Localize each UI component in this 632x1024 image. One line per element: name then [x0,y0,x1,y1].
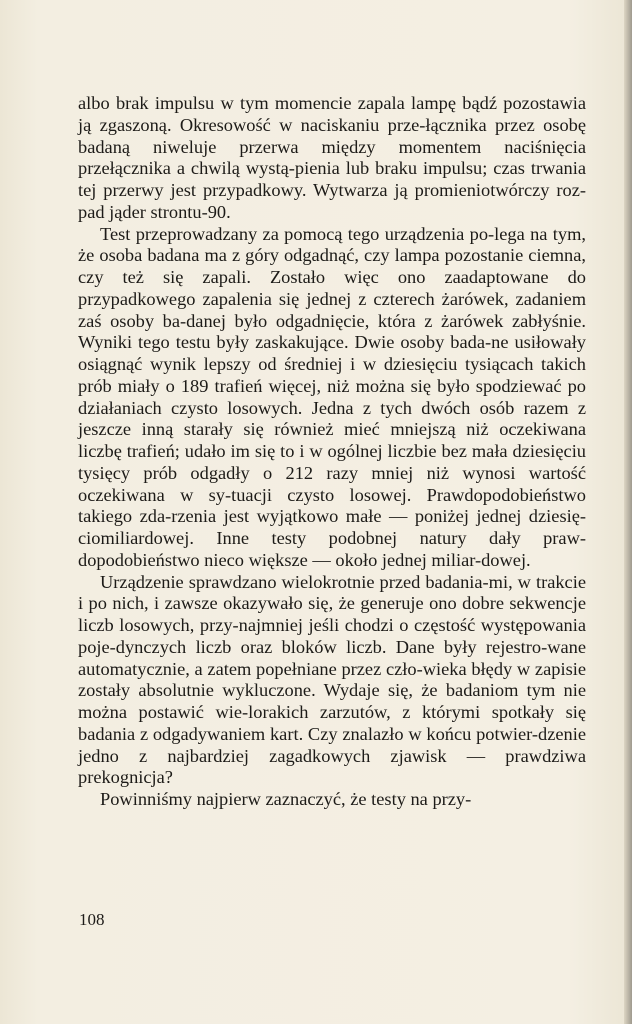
page-number: 108 [79,910,105,929]
paragraph-4: Powinniśmy najpierw zaznaczyć, że testy na przy- [100,789,472,809]
paragraph-1: albo brak impulsu w tym momencie zapala lampę bądź pozostawia ją zgaszoną. Okresowość w naciskaniu prze-łącznika przez osobę badaną niweluje przerwa między momentem naciśnięcia przełącznika a chwilą wystą-pienia lub braku impulsu; czas trwania tej przerwy jest przypadkowy. Wytwarza ją promieniotwórczy roz-pad jąder strontu-90. [78,93,586,222]
paragraph-2: Test przeprowadzany za pomocą tego urządzenia po-lega na tym, że osoba badana ma z góry odgadnąć, czy lampa pozostanie ciemna, czy też się zapali. Zostało więc ono zaadaptowane do przypadkowego zapalenia się jednej z czterech żarówek, zadaniem zaś osoby ba-danej było odgadnięcie, która z żarówek zabłyśnie. Wyniki tego testu były zaskakujące. Dwie osoby bada-ne usiłowały osiągnąć wynik lepszy od średniej i w dziesięciu tysiącach takich prób miały o 189 trafień więcej, niż można się było spodziewać po działaniach czysto losowych. Jedna z tych dwóch osób razem z jeszcze inną starały się również mieć mniejszą niż oczekiwana liczbę trafień; udało im się to i w ogólnej liczbie bez mała dziesięciu tysięcy prób odgadły o 212 razy mniej niż wynosi wartość oczekiwana w sy-tuacji czysto losowej. Prawdopodobieństwo takiego zda-rzenia jest wyjątkowo małe — poniżej jednej dziesię-ciomiliardowej. Inne testy podobnej natury dały praw-dopodobieństwo nieco większe — około jednej miliar-dowej. [78,223,586,570]
page-edge-shadow [624,0,632,1024]
paragraph-3: Urządzenie sprawdzano wielokrotnie przed badania-mi, w trakcie i po nich, i zawsze okazywało się, że generuje ono dobre sekwencje liczb losowych, przy-najmniej jeśli chodzi o częstość występowania poje-dynczych liczb oraz bloków liczb. Dane były rejestro-wane automatycznie, a zatem popełniane przez czło-wieka błędy w zapisie zostały absolutnie wykluczone. Wydaje się, że badaniom tym nie można postawić wie-lorakich zarzutów, z którymi spotkały się badania z odgadywaniem kart. Czy znalazło w końcu potwier-dzenie jedno z najbardziej zagadkowych zjawisk — prawdziwa prekognicja? [78,571,586,788]
page-text [78,93,586,811]
